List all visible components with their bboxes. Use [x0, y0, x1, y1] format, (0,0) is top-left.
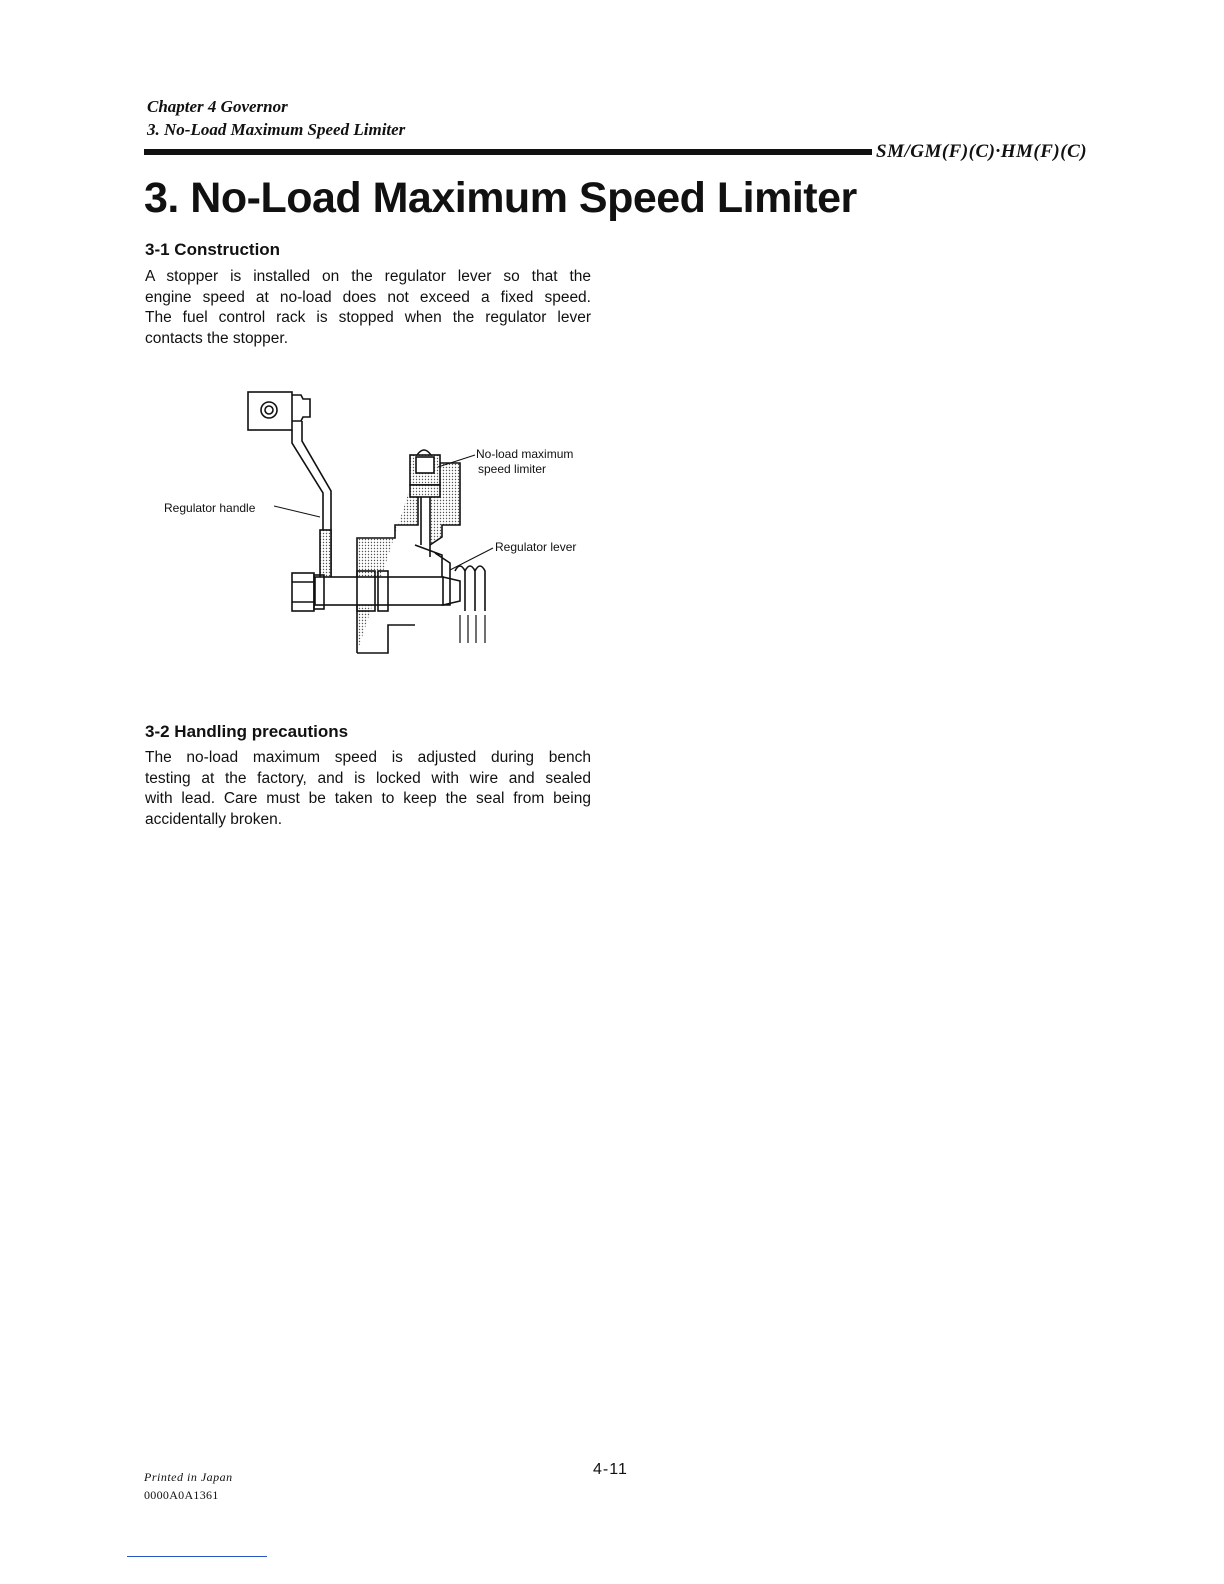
- text-line: accidentally broken.: [145, 810, 282, 828]
- page-title: 3. No-Load Maximum Speed Limiter: [144, 174, 857, 222]
- text-line: contacts the stopper.: [145, 329, 289, 347]
- shaft-nut: [292, 573, 314, 611]
- footer-printed: Printed in Japan: [144, 1470, 233, 1484]
- text-line: with lead. Care must be taken to keep the seal from being: [145, 790, 591, 807]
- construction-paragraph: [145, 267, 591, 349]
- bottom-link-underline: [127, 1556, 267, 1557]
- bracket-bolt: [261, 402, 277, 418]
- header-rule: [144, 149, 872, 155]
- label-limiter-line1: No-load maximum: [476, 447, 574, 461]
- governor-diagram: [160, 385, 600, 665]
- handle-bracket: [248, 392, 292, 430]
- label-regulator-lever: Regulator lever: [495, 540, 577, 554]
- text-line: testing at the factory, and is locked with wire and sealed: [145, 769, 591, 787]
- header-chapter: Chapter 4 Governor: [147, 97, 288, 116]
- shaft: [315, 577, 443, 605]
- handling-paragraph: [145, 748, 591, 830]
- text-line: A stopper is installed on the regulator lever so that the: [145, 268, 591, 285]
- label-limiter-line2: speed limiter: [478, 462, 547, 476]
- label-regulator-handle: Regulator handle: [164, 501, 256, 515]
- section-heading-handling: 3-2 Handling precautions: [145, 722, 349, 741]
- handle-leader-line: [274, 506, 320, 517]
- page-number: 4-11: [593, 1461, 628, 1478]
- text-line: The no-load maximum speed is adjusted during bench: [145, 749, 591, 766]
- footer-code: 0000A0A1361: [144, 1488, 219, 1502]
- text-line: The fuel control rack is stopped when the regulator lever: [145, 309, 591, 326]
- header-section: 3. No-Load Maximum Speed Limiter: [147, 120, 406, 139]
- header-model-code: SM/GM(F)(C)·HM(F)(C): [876, 141, 1088, 162]
- text-line: engine speed at no-load does not exceed a fixed speed.: [145, 288, 591, 306]
- section-heading-construction: 3-1 Construction: [145, 240, 281, 259]
